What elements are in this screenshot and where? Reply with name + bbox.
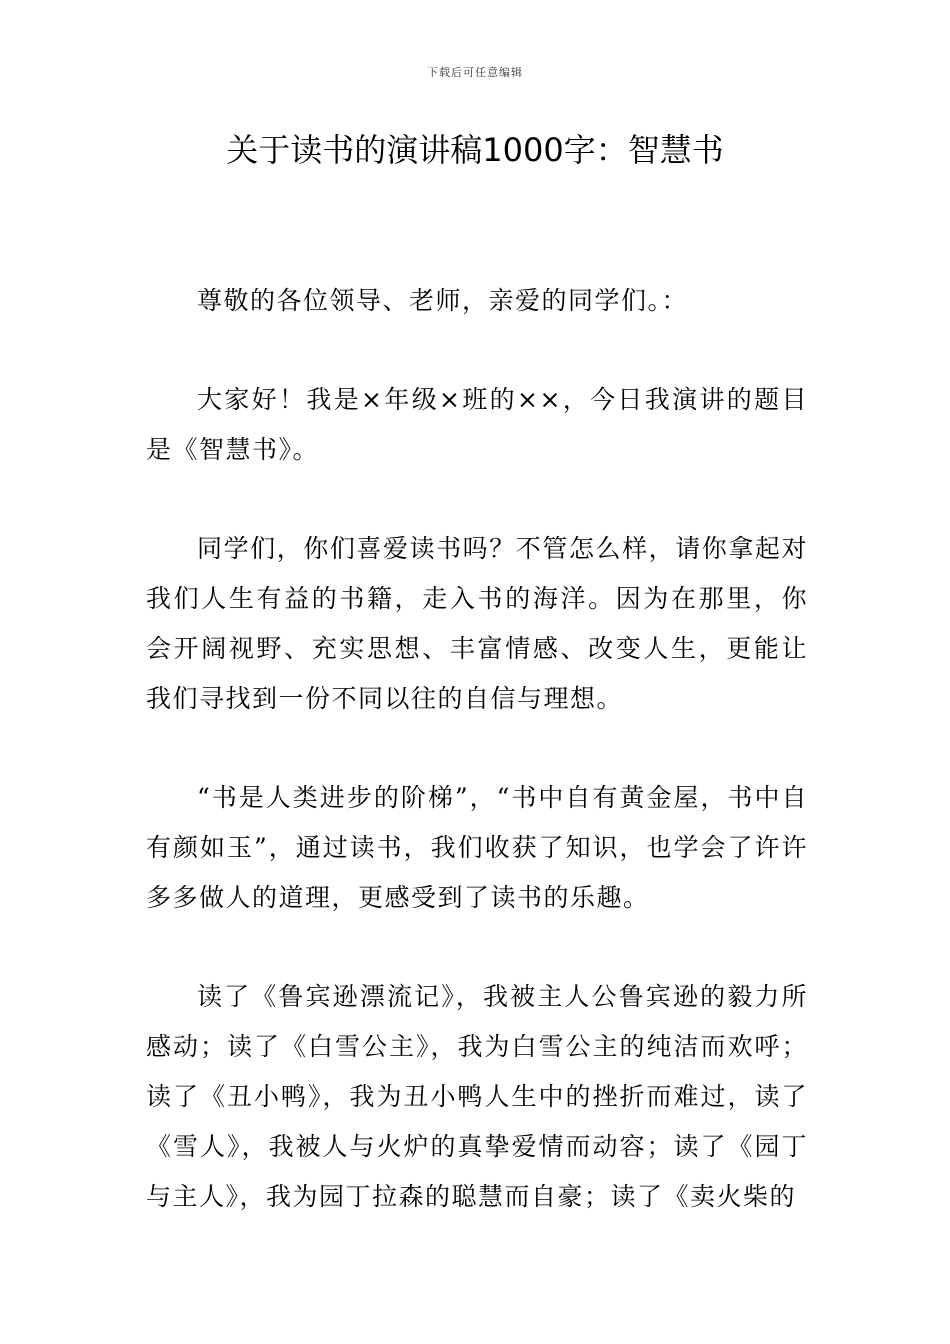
paragraph-intro: 大家好！我是×年级×班的××，今日我演讲的题目是《智慧书》。 [146,385,808,464]
paragraph-books-read: 读了《鲁宾逊漂流记》，我被主人公鲁宾逊的毅力所感动；读了《白雪公主》，我为白雪公主的纯洁而欢呼；读了《丑小鸭》，我为丑小鸭人生中的挫折而难过，读了《雪人》，我被人与火炉的真挚爱情而动容；读了《园丁与主人》，我为园丁拉森的聪慧而自豪；读了《卖火柴的 [146,982,808,1211]
paragraph-greeting: 尊敬的各位领导、老师，亲爱的同学们。： [197,286,689,315]
header-note: 下载后可任意编辑 [427,66,523,79]
document-body [146,276,808,1271]
paragraph-love-reading: 同学们，你们喜爱读书吗？不管怎么样，请你拿起对我们人生有益的书籍，走入书的海洋。因为在那里，你会开阔视野、充实思想、丰富情感、改变人生，更能让我们寻找到一份不同以往的自信与理想。 [146,534,808,713]
document-title: 关于读书的演讲稿1000字：智慧书 [226,131,724,169]
paragraph-quotes: “书是人类进步的阶梯”，“书中自有黄金屋，书中自有颜如玉”，通过读书，我们收获了知识，也学会了许许多多做人的道理，更感受到了读书的乐趣。 [146,783,808,912]
